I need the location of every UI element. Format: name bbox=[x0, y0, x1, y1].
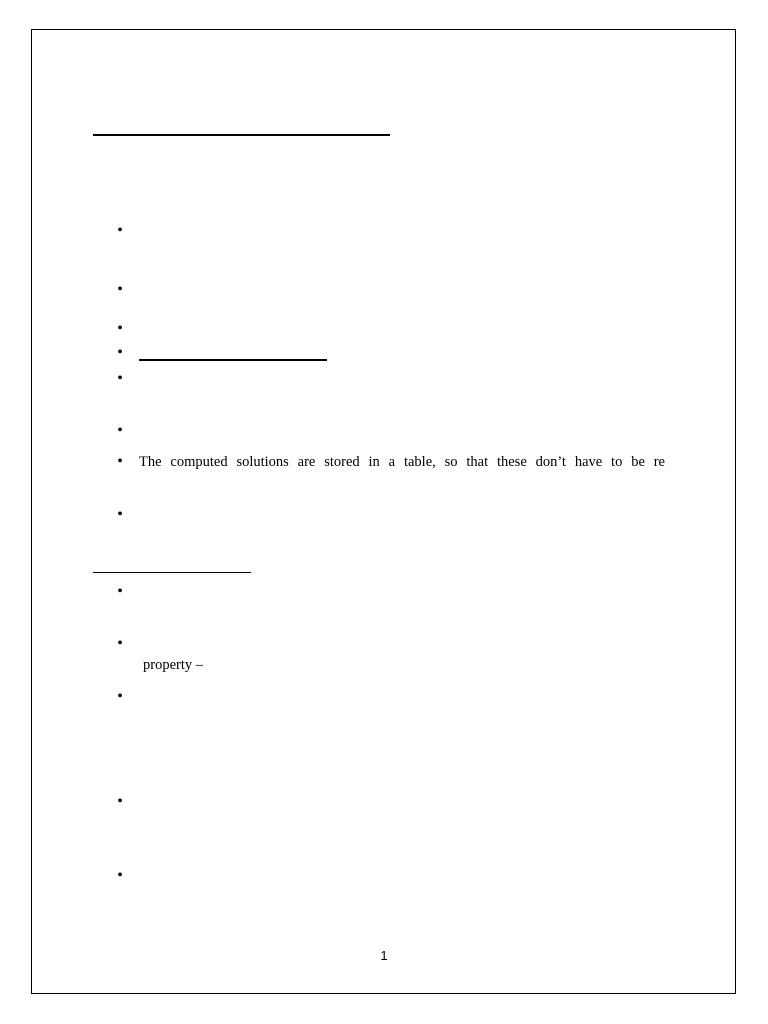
continuation-text: property – bbox=[143, 657, 203, 673]
bullet-12: • bbox=[117, 793, 123, 810]
bullet-5: • bbox=[117, 370, 123, 387]
title-underline bbox=[93, 134, 390, 136]
bullet-2: • bbox=[117, 281, 123, 298]
heading-underline bbox=[139, 359, 327, 361]
bullet-1: • bbox=[117, 222, 123, 239]
bullet-3: • bbox=[117, 320, 123, 337]
page-frame bbox=[31, 29, 736, 994]
bullet-9: • bbox=[117, 583, 123, 600]
section-underline bbox=[93, 572, 251, 573]
bullet-6: • bbox=[117, 422, 123, 439]
bullet-10: • bbox=[117, 635, 123, 652]
page-number: 1 bbox=[380, 948, 388, 963]
bullet-13: • bbox=[117, 867, 123, 884]
bullet-4: • bbox=[117, 344, 123, 361]
bullet-11: • bbox=[117, 688, 123, 705]
list-item-text: The computed solutions are stored in a table, so that these don’t have to be re bbox=[139, 454, 665, 470]
bullet-7: • bbox=[117, 453, 123, 470]
bullet-8: • bbox=[117, 506, 123, 523]
